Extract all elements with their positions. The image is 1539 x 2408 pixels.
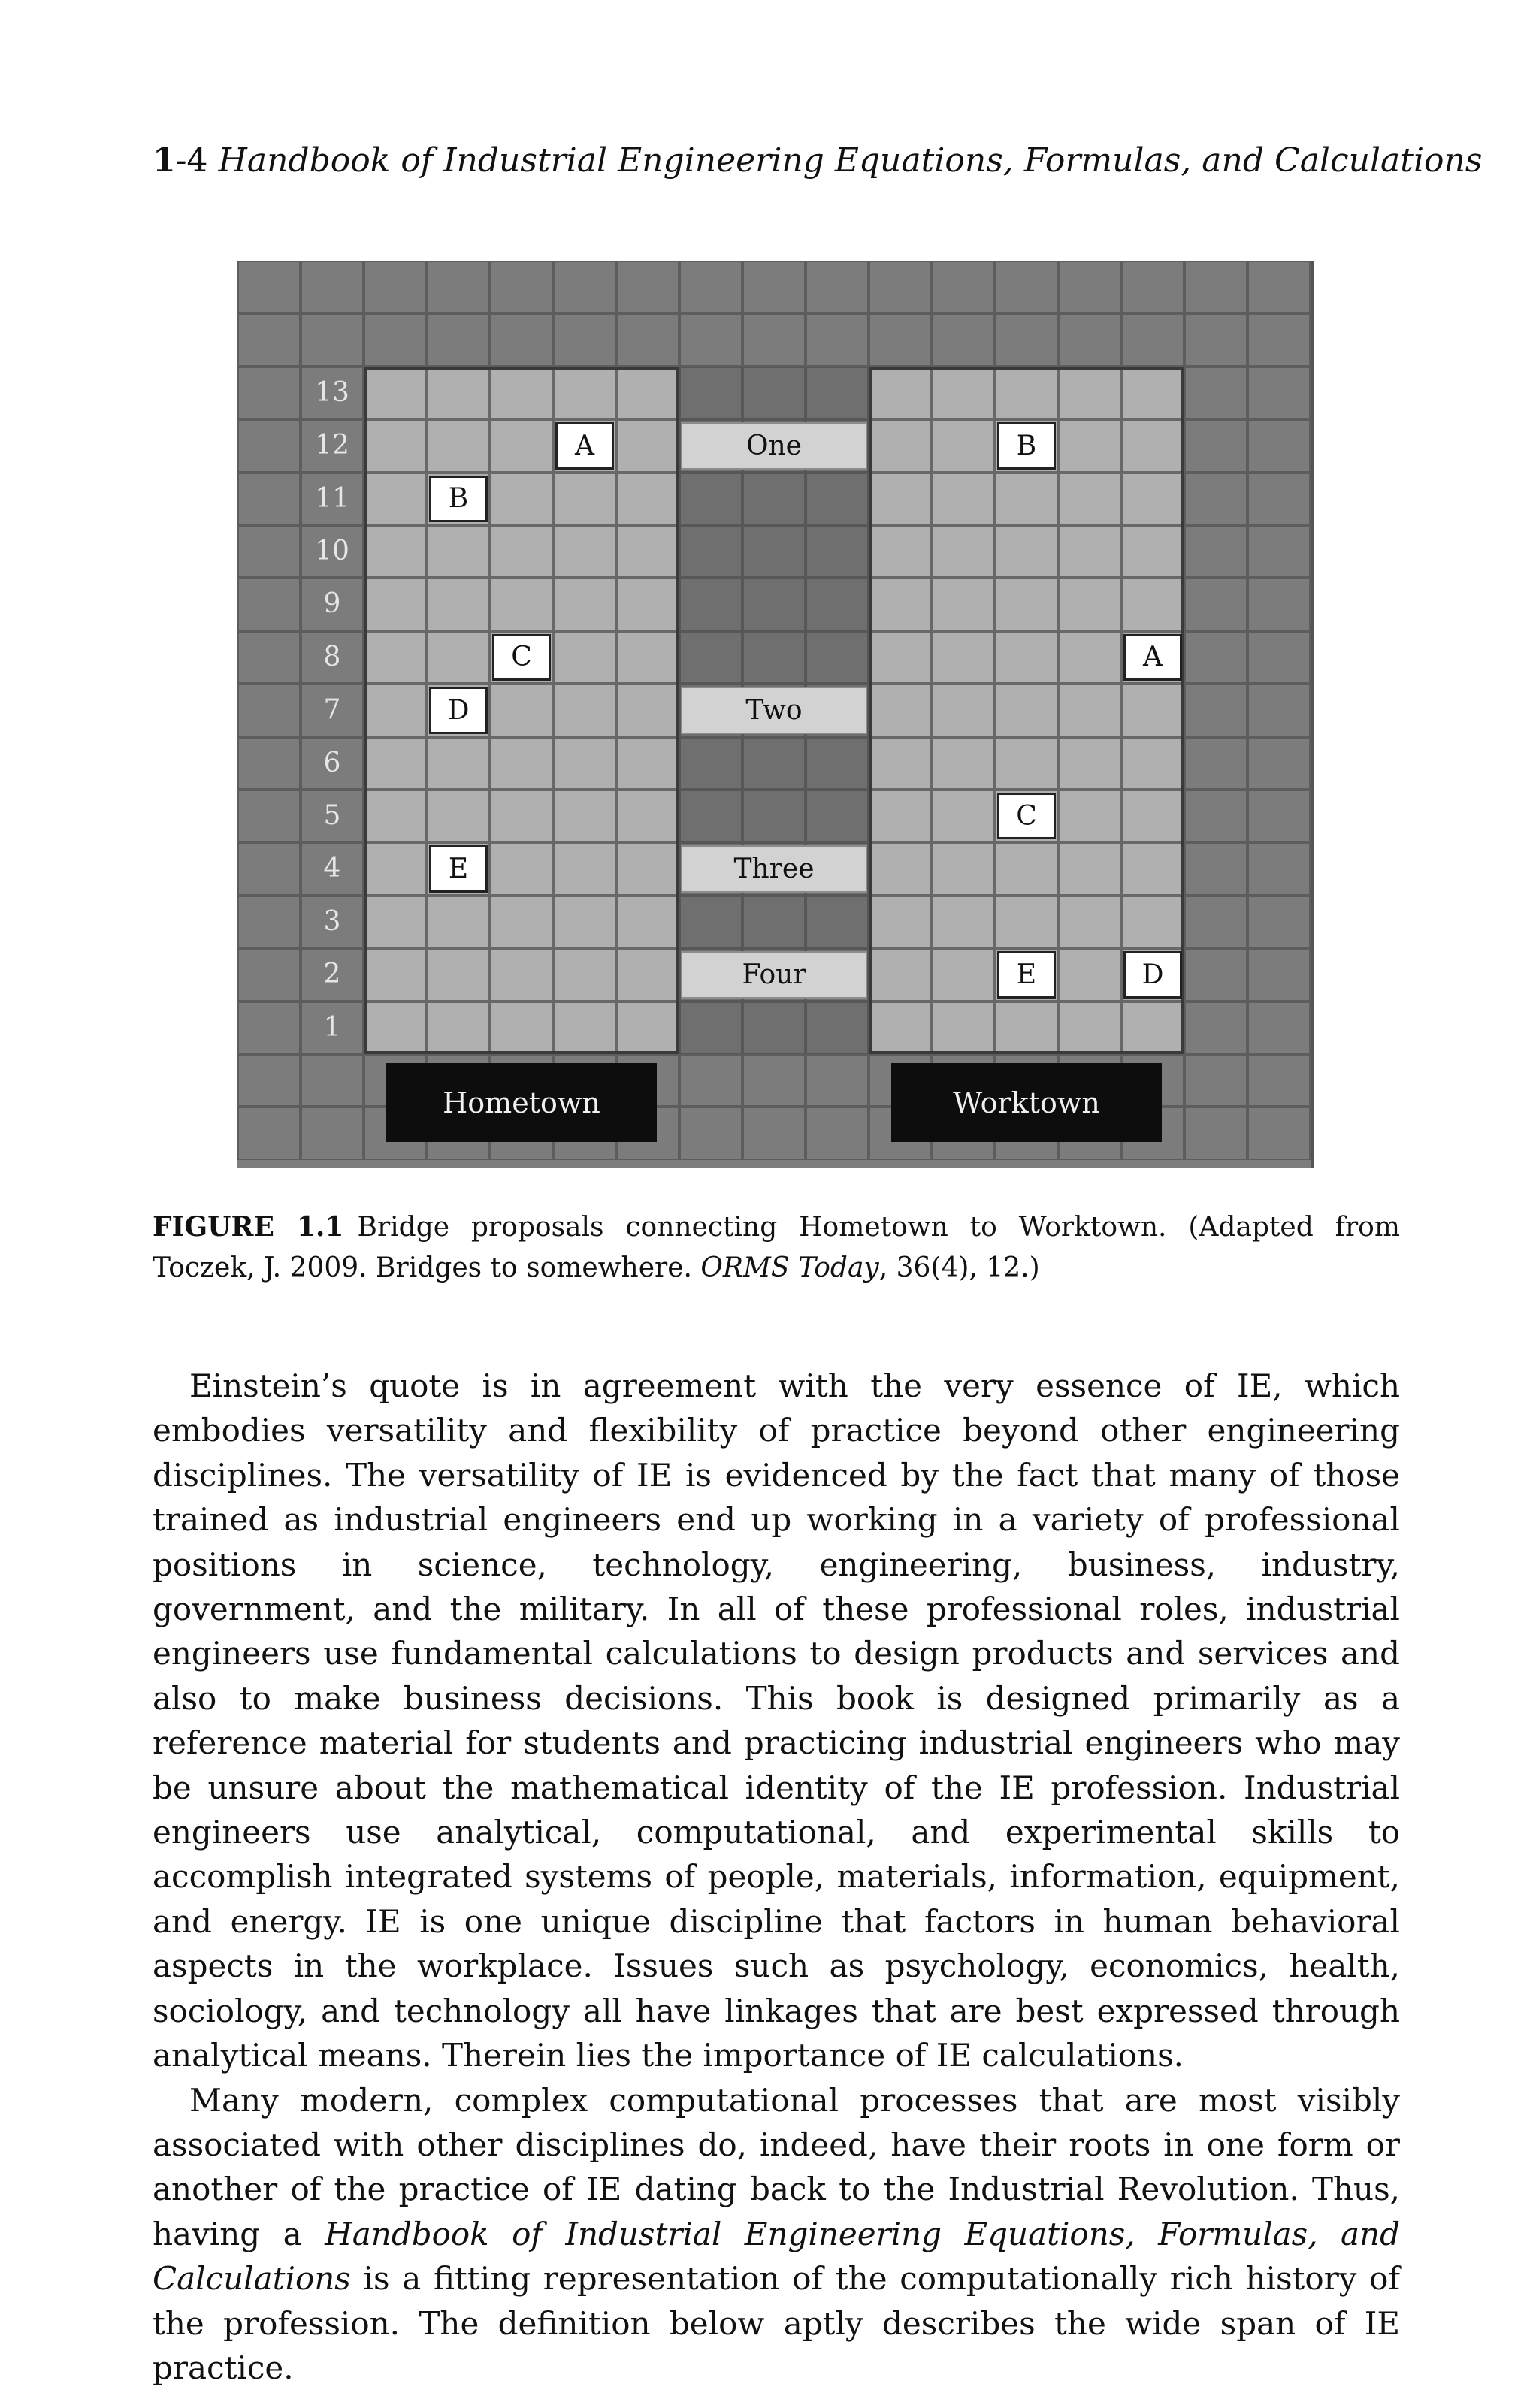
grid-cell	[679, 631, 742, 684]
grid-cell	[742, 261, 806, 313]
worktown-label: Worktown	[891, 1063, 1162, 1142]
grid-cell	[1058, 525, 1121, 578]
paragraph-text: Many modern, complex computational processes that are most visibly associated with other disciplines do, indeed, have their roots in one form or another of the practice of IE dating back to the Industrial Revolution. Thus, having a	[153, 2081, 1400, 2252]
grid-cell	[427, 525, 490, 578]
grid-cell	[742, 896, 806, 948]
grid-cell	[1247, 473, 1311, 525]
grid-cell	[1058, 896, 1121, 948]
grid-cell	[427, 419, 490, 472]
worktown-location-d: D	[1123, 951, 1182, 998]
grid-cell	[932, 842, 995, 895]
grid-cell	[364, 631, 427, 684]
grid-cell	[237, 313, 301, 366]
row-label: 10	[315, 536, 349, 566]
grid-cell	[1184, 896, 1247, 948]
grid-cell	[1184, 313, 1247, 366]
row-label: 13	[315, 376, 349, 408]
grid-cell	[616, 684, 679, 736]
grid-cell	[742, 473, 806, 525]
grid-cell	[427, 737, 490, 790]
grid-cell	[616, 419, 679, 472]
grid-cell	[869, 578, 932, 630]
grid-cell	[869, 631, 932, 684]
grid-cell	[869, 948, 932, 1001]
grid-cell	[237, 1107, 301, 1159]
grid-cell	[553, 313, 616, 366]
grid-cell	[427, 1002, 490, 1054]
grid-cell	[427, 578, 490, 630]
grid-cell	[427, 313, 490, 366]
row-label: 5	[323, 800, 341, 831]
grid-cell	[1184, 1054, 1247, 1107]
page-number: 1	[153, 141, 176, 180]
grid-cell	[237, 948, 301, 1001]
grid-cell	[869, 419, 932, 472]
grid-cell	[1121, 842, 1184, 895]
grid-cell	[616, 313, 679, 366]
grid-cell	[553, 473, 616, 525]
grid-cell	[679, 1054, 742, 1107]
grid-cell	[742, 525, 806, 578]
grid-cell	[742, 578, 806, 630]
grid-cell	[679, 313, 742, 366]
grid-cell	[237, 631, 301, 684]
grid-cell	[237, 525, 301, 578]
grid-cell	[553, 261, 616, 313]
grid-cell	[932, 737, 995, 790]
grid-cell	[490, 261, 553, 313]
grid-cell	[237, 419, 301, 472]
page-number-suffix: -4	[175, 141, 208, 180]
row-label: 8	[323, 641, 341, 672]
grid-cell	[932, 261, 995, 313]
grid-cell	[1184, 790, 1247, 842]
grid-cell	[1121, 737, 1184, 790]
grid-cell	[1247, 419, 1311, 472]
grid-cell	[679, 367, 742, 419]
grid-cell	[1247, 1002, 1311, 1054]
worktown-location-e: E	[997, 951, 1056, 998]
grid-cell	[806, 1054, 869, 1107]
grid-cell	[553, 578, 616, 630]
figure-caption	[153, 1207, 1400, 1289]
grid-cell	[1121, 473, 1184, 525]
grid-cell	[1184, 842, 1247, 895]
grid-cell	[301, 1054, 364, 1107]
book-title: Handbook of Industrial Engineering Equations, Formulas, and Calculations	[218, 141, 1483, 180]
grid-cell	[364, 578, 427, 630]
grid-cell	[616, 367, 679, 419]
caption-journal: ORMS Today	[700, 1252, 879, 1283]
grid-cell	[1247, 1054, 1311, 1107]
grid-cell	[742, 631, 806, 684]
grid-cell	[1058, 313, 1121, 366]
grid-cell	[932, 631, 995, 684]
grid-cell	[553, 525, 616, 578]
paragraph-text: is a fitting representation of the computationally rich history of the profession. The definition below aptly describes the wide span of IE practice.	[153, 2260, 1400, 2386]
grid-cell	[490, 473, 553, 525]
grid-cell	[364, 473, 427, 525]
grid-cell	[806, 896, 869, 948]
row-label: 2	[323, 959, 341, 990]
grid-cell	[1184, 684, 1247, 736]
grid-cell	[742, 1002, 806, 1054]
grid-cell	[806, 261, 869, 313]
grid-cell	[679, 1107, 742, 1159]
grid-cell	[364, 842, 427, 895]
grid-cell	[1247, 525, 1311, 578]
grid-cell	[995, 631, 1058, 684]
grid-cell	[364, 367, 427, 419]
grid-cell	[1184, 948, 1247, 1001]
grid-cell	[1247, 896, 1311, 948]
grid-cell	[237, 790, 301, 842]
grid-cell	[237, 737, 301, 790]
row-label: 11	[315, 482, 349, 514]
grid-cell	[616, 473, 679, 525]
grid-cell	[869, 473, 932, 525]
grid-cell	[806, 367, 869, 419]
grid-cell	[1058, 261, 1121, 313]
grid-cell	[995, 1002, 1058, 1054]
grid-cell	[679, 473, 742, 525]
grid-cell	[806, 1107, 869, 1159]
grid-cell	[427, 261, 490, 313]
grid-cell	[679, 896, 742, 948]
grid-cell	[1247, 737, 1311, 790]
grid-cell	[553, 367, 616, 419]
grid-cell	[806, 473, 869, 525]
row-label: 12	[315, 430, 349, 461]
grid-cell	[490, 578, 553, 630]
bridge-three: Three	[681, 845, 867, 892]
grid-cell	[301, 261, 364, 313]
grid-cell	[616, 1002, 679, 1054]
grid-cell	[553, 684, 616, 736]
grid-cell	[364, 790, 427, 842]
grid-cell	[616, 525, 679, 578]
grid-cell	[1184, 419, 1247, 472]
grid-cell	[1121, 578, 1184, 630]
row-label: 7	[323, 694, 341, 726]
grid-cell	[806, 631, 869, 684]
grid-cell	[553, 790, 616, 842]
grid-cell	[1058, 948, 1121, 1001]
grid-cell	[1058, 684, 1121, 736]
grid-cell	[616, 842, 679, 895]
grid-cell	[1121, 1002, 1184, 1054]
hometown-location-d: D	[429, 687, 488, 733]
grid-cell	[932, 367, 995, 419]
grid-cell	[932, 578, 995, 630]
grid-cell	[1247, 367, 1311, 419]
paragraph	[153, 2078, 1400, 2391]
grid-cell	[1058, 842, 1121, 895]
grid-cell	[869, 684, 932, 736]
grid-cell	[553, 896, 616, 948]
grid-cell	[1058, 737, 1121, 790]
worktown-location-c: C	[997, 793, 1056, 839]
grid-cell	[679, 525, 742, 578]
grid-cell	[1247, 948, 1311, 1001]
grid-cell	[490, 896, 553, 948]
grid-cell	[995, 737, 1058, 790]
grid-cell	[616, 948, 679, 1001]
grid-cell	[1184, 367, 1247, 419]
grid-cell	[932, 313, 995, 366]
grid-cell	[869, 261, 932, 313]
grid-cell	[1247, 578, 1311, 630]
grid-cell	[742, 1054, 806, 1107]
grid-cell	[932, 1002, 995, 1054]
grid-cell	[490, 842, 553, 895]
grid-cell	[490, 367, 553, 419]
grid-cell	[806, 313, 869, 366]
grid-cell	[1247, 684, 1311, 736]
row-label: 1	[323, 1011, 341, 1043]
grid-cell	[427, 948, 490, 1001]
grid-cell	[616, 896, 679, 948]
grid-cell	[490, 684, 553, 736]
grid-cell	[932, 684, 995, 736]
grid-cell	[237, 1054, 301, 1107]
grid-cell	[1058, 473, 1121, 525]
grid-cell	[679, 790, 742, 842]
grid-cell	[995, 313, 1058, 366]
grid-cell	[1247, 790, 1311, 842]
grid-cell	[932, 473, 995, 525]
bridge-one: One	[681, 422, 867, 469]
grid-cell	[301, 313, 364, 366]
grid-cell	[932, 790, 995, 842]
grid-cell	[364, 737, 427, 790]
paragraph: Einstein’s quote is in agreement with the very essence of IE, which embodies versatility and flexibility of practice beyond other engineering disciplines. The versatility of IE is evidenced by the fact that many of those trained as industrial engineers end up working in a variety of professional positions in science, technology, engineering, business, industry, government, and the military. In all of these professional roles, industrial engineers use fundamental calculations to design products and services and also to make business decisions. This book is designed primarily as a reference material for students and practicing industrial engineers who may be unsure about the mathematical identity of the IE profession. Industrial engineers use analytical, computational, and experimental skills to accomplish integrated systems of people, materials, information, equipment, and energy. IE is one unique discipline that factors in human behavioral aspects in the workplace. Issues such as psychology, economics, health, sociology, and technology all have linkages that are best expressed through analytical means. Therein lies the importance of IE calculations.	[153, 1367, 1400, 2074]
grid-cell	[1121, 790, 1184, 842]
row-label: 4	[323, 853, 341, 884]
grid-cell	[932, 948, 995, 1001]
grid-cell	[995, 525, 1058, 578]
caption-label: FIGURE 1.1	[153, 1211, 344, 1243]
grid-cell	[1184, 473, 1247, 525]
grid-cell	[427, 790, 490, 842]
grid-cell	[1058, 367, 1121, 419]
bridge-four: Four	[681, 951, 867, 998]
grid-cell	[616, 261, 679, 313]
grid-cell	[679, 737, 742, 790]
grid-cell	[427, 367, 490, 419]
grid-cell	[1184, 631, 1247, 684]
grid-cell	[1184, 578, 1247, 630]
grid-cell	[1121, 313, 1184, 366]
row-label: 6	[323, 747, 341, 778]
grid-cell	[869, 842, 932, 895]
grid-cell	[679, 1002, 742, 1054]
grid-cell	[1247, 1107, 1311, 1159]
grid-cell	[490, 790, 553, 842]
grid-cell	[364, 896, 427, 948]
grid-cell	[553, 1002, 616, 1054]
grid-cell	[1184, 1107, 1247, 1159]
grid-cell	[427, 896, 490, 948]
bridge-map-figure	[237, 261, 1311, 1168]
row-label: 9	[323, 588, 341, 620]
grid-cell	[995, 578, 1058, 630]
grid-cell	[995, 261, 1058, 313]
grid-cell	[679, 261, 742, 313]
grid-cell	[237, 367, 301, 419]
grid-cell	[806, 525, 869, 578]
grid-cell	[806, 790, 869, 842]
hometown-label: Hometown	[386, 1063, 657, 1142]
grid-cell	[1184, 1002, 1247, 1054]
grid-cell	[301, 1107, 364, 1159]
grid-cell	[1247, 842, 1311, 895]
caption-citation: , 36(4), 12.)	[878, 1252, 1040, 1283]
worktown-location-b: B	[997, 422, 1056, 469]
grid-cell	[742, 790, 806, 842]
grid-cell	[1247, 313, 1311, 366]
grid-cell	[806, 737, 869, 790]
grid-cell	[237, 896, 301, 948]
grid-cell	[237, 1002, 301, 1054]
grid-cell	[237, 261, 301, 313]
grid-cell	[490, 948, 553, 1001]
grid-cell	[490, 737, 553, 790]
grid-cell	[553, 631, 616, 684]
worktown-location-a: A	[1123, 634, 1182, 681]
grid-cell	[1058, 631, 1121, 684]
running-head	[153, 140, 1483, 182]
grid-cell	[1121, 525, 1184, 578]
grid-cell	[1058, 578, 1121, 630]
row-label: 3	[323, 905, 341, 937]
grid-cell	[364, 313, 427, 366]
grid-cell	[995, 896, 1058, 948]
grid-cell	[1121, 896, 1184, 948]
hometown-location-b: B	[429, 476, 488, 522]
grid-cell	[364, 948, 427, 1001]
caption-text: Bridge proposals connecting Hometown to Worktown. (Adapted from Toczek, J. 2009. Bridges to somewhere.	[153, 1212, 1400, 1283]
grid-cell	[995, 684, 1058, 736]
grid-cell	[869, 896, 932, 948]
grid-cell	[869, 367, 932, 419]
hometown-location-e: E	[429, 845, 488, 892]
grid-cell	[616, 737, 679, 790]
grid-cell	[427, 631, 490, 684]
grid-cell	[932, 525, 995, 578]
grid-cell	[995, 473, 1058, 525]
grid-cell	[364, 525, 427, 578]
grid-cell	[932, 419, 995, 472]
grid-cell	[364, 1002, 427, 1054]
grid-cell	[869, 1002, 932, 1054]
grid-cell	[1058, 790, 1121, 842]
bridge-two: Two	[681, 687, 867, 733]
grid-cell	[237, 578, 301, 630]
grid-cell	[237, 684, 301, 736]
grid-cell	[490, 525, 553, 578]
grid-cell	[1121, 367, 1184, 419]
hometown-location-a: A	[555, 422, 614, 469]
grid-cell	[553, 842, 616, 895]
grid-cell	[932, 896, 995, 948]
grid-cell	[806, 1002, 869, 1054]
grid-cell	[1058, 419, 1121, 472]
body-text	[153, 1364, 1400, 2390]
grid-cell	[1184, 525, 1247, 578]
grid-cell	[364, 419, 427, 472]
book-title-reference: Handbook of Industrial Engineering Equations, Formulas, and Calculations	[153, 2215, 1400, 2298]
grid-cell	[869, 313, 932, 366]
grid-cell	[1121, 261, 1184, 313]
grid-cell	[1184, 261, 1247, 313]
grid-cell	[553, 737, 616, 790]
grid-cell	[490, 313, 553, 366]
grid-cell	[869, 737, 932, 790]
grid-cell	[616, 790, 679, 842]
grid-cell	[1184, 737, 1247, 790]
grid-cell	[364, 261, 427, 313]
grid-cell	[742, 367, 806, 419]
grid-cell	[1121, 684, 1184, 736]
grid-cell	[869, 525, 932, 578]
hometown-location-c: C	[492, 634, 551, 681]
grid-cell	[553, 948, 616, 1001]
grid-cell	[490, 1002, 553, 1054]
grid-cell	[1247, 261, 1311, 313]
grid-cell	[742, 737, 806, 790]
grid-cell	[364, 684, 427, 736]
grid-cell	[237, 473, 301, 525]
grid-cell	[1247, 631, 1311, 684]
grid-cell	[995, 367, 1058, 419]
grid-cell	[679, 578, 742, 630]
grid-cell	[237, 842, 301, 895]
grid-cell	[995, 842, 1058, 895]
grid-cell	[1121, 419, 1184, 472]
grid-cell	[490, 419, 553, 472]
grid-cell	[742, 313, 806, 366]
grid-cell	[869, 790, 932, 842]
grid-cell	[616, 631, 679, 684]
grid-cell	[806, 578, 869, 630]
grid-cell	[616, 578, 679, 630]
grid-cell	[742, 1107, 806, 1159]
grid-cell	[1058, 1002, 1121, 1054]
